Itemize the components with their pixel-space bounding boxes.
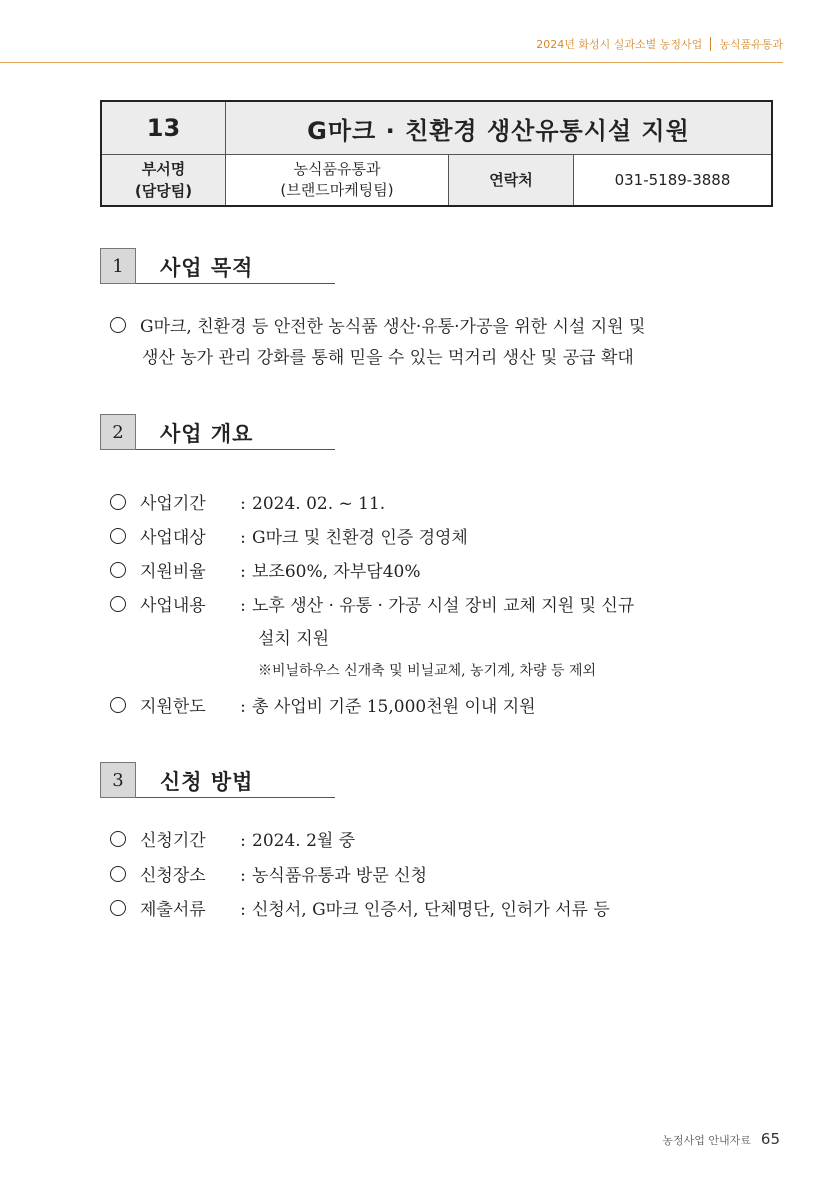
bullet-circle-icon <box>110 528 126 544</box>
section-number: 2 <box>100 414 136 450</box>
purpose-line-1: G마크, 친환경 등 안전한 농식품 생산·유통·가공을 위한 시설 지원 및 <box>110 312 645 337</box>
overview-item-period: 사업기간 : 2024. 02. ~ 11. <box>110 489 385 514</box>
apply-item-period: 신청기간 : 2024. 2월 중 <box>110 826 355 851</box>
overview-item-content-line2: 설치 지원 <box>258 629 330 649</box>
overview-item-target: 사업대상 : G마크 및 친환경 인증 경영체 <box>110 523 468 548</box>
footer-label: 농정사업 안내자료 <box>662 1134 751 1147</box>
header-rule <box>0 62 783 63</box>
page-footer <box>662 1130 780 1148</box>
department-value <box>226 155 449 207</box>
section-1-heading <box>100 248 335 284</box>
header-department: 농식품유통과 <box>719 38 783 51</box>
bullet-circle-icon <box>110 866 126 882</box>
header-title: 2024년 화성시 실과소별 농정사업 <box>536 38 703 51</box>
page-number: 65 <box>760 1130 780 1148</box>
bullet-circle-icon <box>110 831 126 847</box>
section-title: 사업 개요 <box>160 422 254 446</box>
department-label-line2: (담당팀) <box>134 182 193 200</box>
apply-item-place: 신청장소 : 농식품유통과 방문 신청 <box>110 861 427 886</box>
purpose-line-2: 생산 농가 관리 강화를 통해 믿을 수 있는 먹거리 생산 및 공급 확대 <box>142 348 634 368</box>
section-3-heading <box>100 762 335 798</box>
contact-label: 연락처 <box>449 155 574 207</box>
overview-item-limit: 지원한도 : 총 사업비 기준 15,000천원 이내 지원 <box>110 692 536 717</box>
section-underline <box>136 449 335 450</box>
section-underline <box>136 797 335 798</box>
section-number: 1 <box>100 248 136 284</box>
bullet-circle-icon <box>110 494 126 510</box>
section-underline <box>136 283 335 284</box>
contact-value: 031-5189-3888 <box>574 155 773 207</box>
apply-item-documents: 제출서류 : 신청서, G마크 인증서, 단체명단, 인허가 서류 등 <box>110 895 610 920</box>
overview-item-ratio: 지원비율 : 보조60%, 자부담40% <box>110 557 421 582</box>
bullet-circle-icon <box>110 317 126 333</box>
overview-content-note: ※비닐하우스 신개축 및 비닐교체, 농기계, 차량 등 제외 <box>258 663 597 679</box>
running-header <box>536 36 783 52</box>
header-divider <box>710 37 711 51</box>
section-number: 3 <box>100 762 136 798</box>
bullet-circle-icon <box>110 562 126 578</box>
section-title: 신청 방법 <box>160 770 254 794</box>
department-label-line1: 부서명 <box>141 160 186 178</box>
bullet-circle-icon <box>110 596 126 612</box>
section-2-heading <box>100 414 335 450</box>
bullet-circle-icon <box>110 697 126 713</box>
program-number: 13 <box>101 101 226 155</box>
department-value-line1: 농식품유통과 <box>293 160 381 178</box>
department-value-line2: (브랜드마케팅팀) <box>280 181 394 199</box>
program-title: G마크 · 친환경 생산유통시설 지원 <box>226 101 773 155</box>
bullet-circle-icon <box>110 900 126 916</box>
program-info-table <box>100 100 773 207</box>
overview-item-content: 사업내용 : 노후 생산 · 유통 · 가공 시설 장비 교체 지원 및 신규 <box>110 591 634 616</box>
department-label <box>101 155 226 207</box>
section-title: 사업 목적 <box>160 256 254 280</box>
